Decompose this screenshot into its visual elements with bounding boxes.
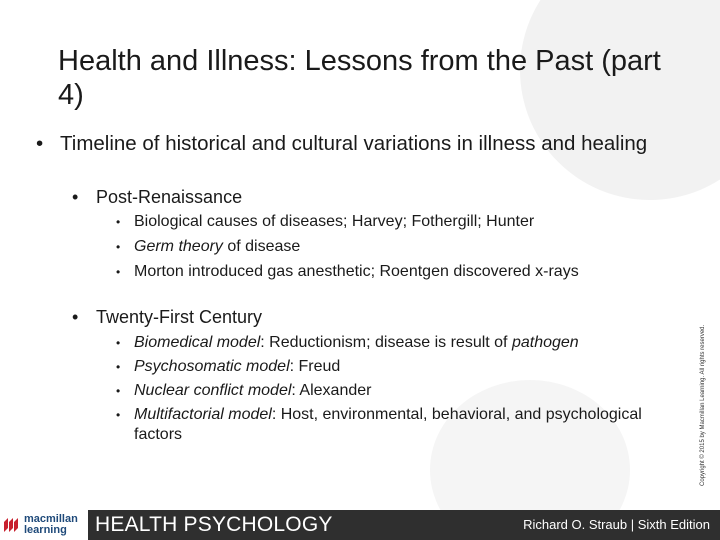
- list-item: • Morton introduced gas anesthetic; Roentgen discovered x-rays: [116, 263, 579, 280]
- term: Biomedical model: [134, 334, 261, 351]
- bullet-dot: •: [72, 307, 79, 327]
- bullet-dot: •: [116, 384, 121, 398]
- footer-bar: [0, 510, 720, 540]
- term: Multifactorial model: [134, 406, 272, 423]
- slide-title: Health and Illness: Lessons from the Past (part 4): [58, 45, 661, 111]
- list-item: • Multifactorial model: Host, environmental, behavioral, and psychological factors: [116, 406, 642, 443]
- list-item: • Psychosomatic model: Freud: [116, 358, 341, 375]
- logo-line1: macmillan: [24, 513, 78, 525]
- term: Psychosomatic model: [134, 358, 290, 375]
- list-item: • Biomedical model: Reductionism; disease is result of pathogen: [116, 334, 579, 351]
- bullet-dot: •: [116, 360, 121, 374]
- author-edition: Richard O. Straub | Sixth Edition: [523, 517, 710, 532]
- bullet-dot: •: [72, 187, 79, 207]
- section-heading: • Post-Renaissance: [72, 187, 243, 207]
- book-title: HEALTH PSYCHOLOGY: [95, 513, 333, 536]
- copyright-notice: Copyright © 2015 by Macmillan Learning. All rights reserved.: [700, 324, 706, 486]
- macmillan-logo-icon: [3, 516, 21, 534]
- bullet-level1: [36, 132, 686, 156]
- bullet-dot: •: [116, 408, 121, 422]
- bullet-dot: •: [116, 336, 121, 350]
- term: Nuclear conflict model: [134, 382, 292, 399]
- bullet-dot: •: [116, 215, 121, 229]
- bullet-dot: •: [36, 132, 44, 155]
- bullet-dot: •: [116, 240, 121, 254]
- term: Germ theory: [134, 238, 223, 255]
- publisher-logo: [0, 510, 88, 540]
- bullet-text: Timeline of historical and cultural variations in illness and healing: [60, 132, 648, 155]
- list-item: • Biological causes of diseases; Harvey; Fothergill; Hunter: [116, 213, 535, 230]
- list-item: • Nuclear conflict model: Alexander: [116, 382, 372, 399]
- section-heading: • Twenty-First Century: [72, 307, 263, 327]
- logo-line2: learning: [24, 524, 67, 536]
- list-item: • Germ theory of disease: [116, 238, 301, 255]
- bullet-dot: •: [116, 265, 121, 279]
